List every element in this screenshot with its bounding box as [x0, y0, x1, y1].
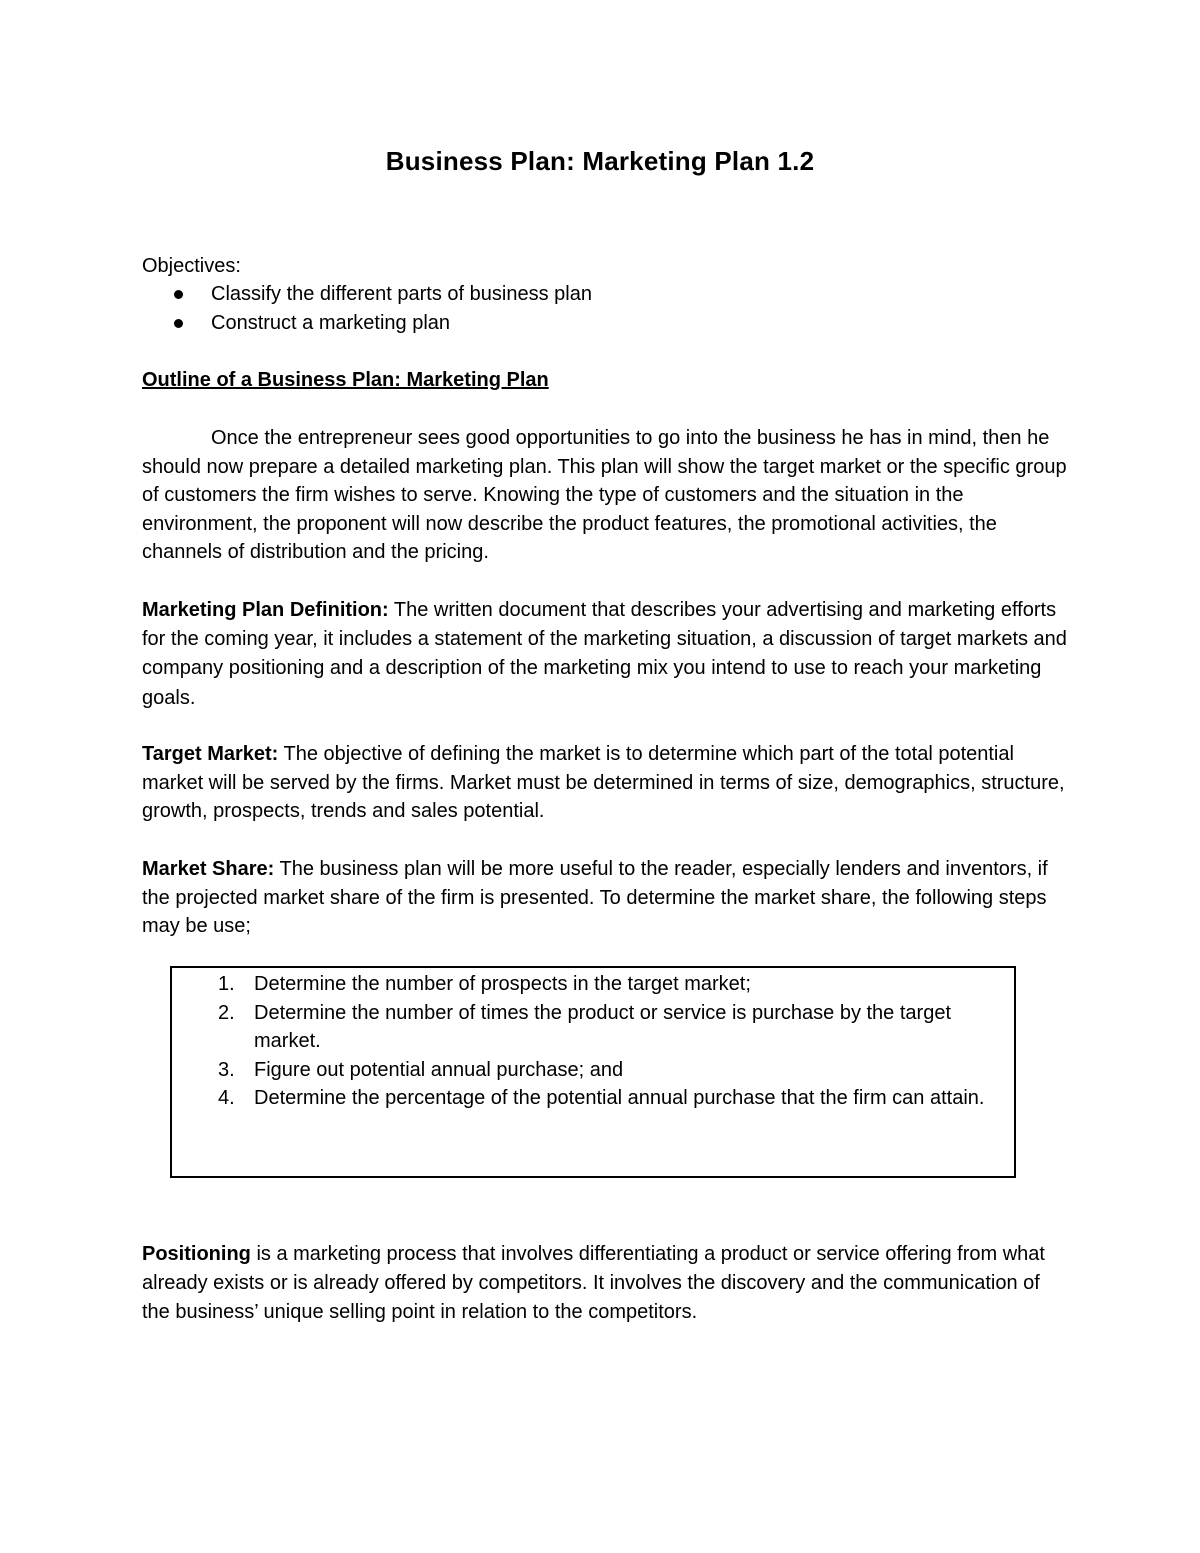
- bullet-icon: [174, 319, 183, 328]
- objective-text: Construct a marketing plan: [211, 311, 451, 334]
- step-number: 1.: [218, 973, 235, 995]
- positioning-term: Positioning: [142, 1243, 251, 1265]
- step-text: Determine the number of times the product or service is purchase by the target market.: [254, 1001, 952, 1053]
- target-market-paragraph: [142, 740, 1067, 826]
- bullet-icon: [174, 290, 183, 299]
- list-item: [172, 1084, 992, 1113]
- list-item: [172, 1056, 992, 1085]
- objectives-label: Objectives:: [142, 255, 241, 277]
- market-share-steps-box: [170, 966, 1016, 1178]
- step-text: Figure out potential annual purchase; and: [254, 1058, 624, 1081]
- target-market-term: Target Market:: [142, 743, 279, 765]
- steps-list: [172, 970, 992, 1113]
- definition-term: Marketing Plan Definition:: [142, 599, 389, 621]
- step-number: 2.: [218, 1001, 235, 1024]
- list-item: [142, 309, 1042, 338]
- step-text: Determine the number of prospects in the target market;: [254, 973, 751, 995]
- step-text: Determine the percentage of the potential annual purchase that the firm can attain.: [254, 1087, 985, 1110]
- market-share-paragraph: [142, 855, 1067, 941]
- marketing-plan-definition-paragraph: [142, 596, 1067, 713]
- step-number: 4.: [218, 1087, 235, 1110]
- section-heading: Outline of a Business Plan: Marketing Plan: [142, 369, 549, 391]
- target-market-text: The objective of defining the market is to determine which part of the total potential market will be served by the firms. Market must be determined in terms of size, demographics, structure, growth, prospects, trends and sales potential.: [142, 743, 1065, 823]
- objective-text: Classify the different parts of business plan: [211, 283, 592, 305]
- intro-paragraph: [142, 424, 1067, 567]
- intro-text: Once the entrepreneur sees good opportunities to go into the business he has in mind, then he should now prepare a detailed marketing plan. This plan will show the target market or the specific group of customers the firm wishes to serve. Knowing the type of customers and the situation in the environment, the proponent will now describe the product features, the promotional activities, the channels of distribution and the pricing.: [142, 427, 1067, 564]
- definition-text: The written document that describes your advertising and marketing efforts for the coming year, it includes a statement of the marketing situation, a discussion of target markets and company positioning and a description of the marketing mix you intend to use to reach your marketing goals.: [142, 599, 1067, 709]
- objectives-list: [142, 280, 1042, 337]
- market-share-term: Market Share:: [142, 858, 275, 880]
- page-title: Business Plan: Marketing Plan 1.2: [385, 146, 815, 176]
- positioning-text: is a marketing process that involves differentiating a product or service offering from what already exists or is already offered by competitors. It involves the discovery and the communication of the business’ unique selling point in relation to the competitors.: [142, 1243, 1045, 1324]
- list-item: [142, 280, 1042, 309]
- positioning-paragraph: [142, 1240, 1067, 1328]
- market-share-text: The business plan will be more useful to the reader, especially lenders and inventors, if the projected market share of the firm is presented. To determine the market share, the following steps may be use;: [142, 858, 1048, 938]
- step-number: 3.: [218, 1058, 235, 1081]
- list-item: [172, 970, 992, 999]
- list-item: [172, 999, 992, 1056]
